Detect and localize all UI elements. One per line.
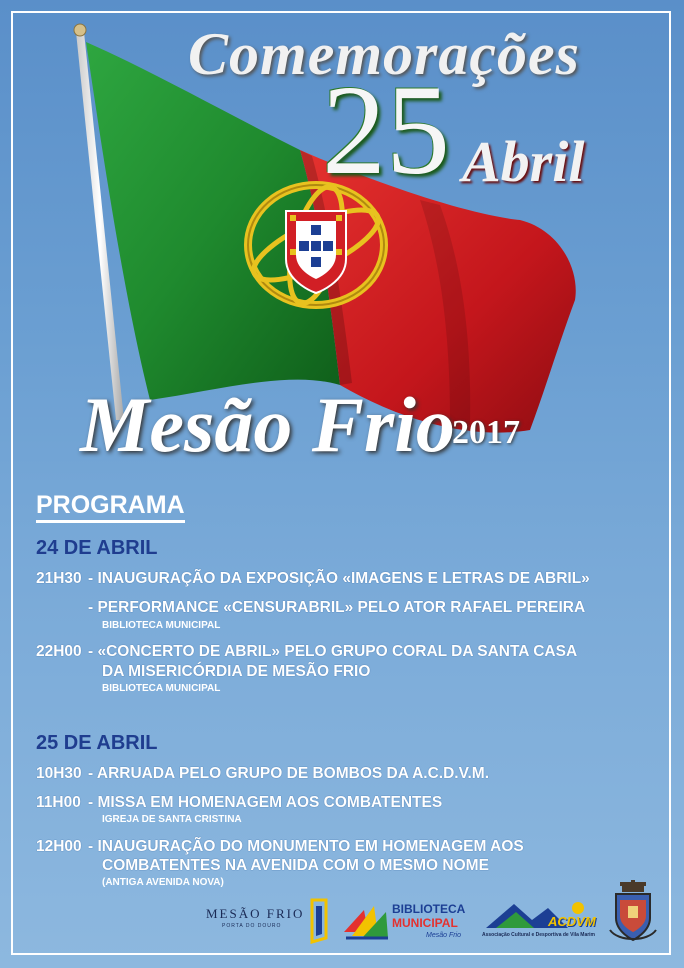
acdvm-logo — [482, 896, 602, 944]
logo-line1: BIBLIOTECA — [392, 902, 466, 916]
logo-full-name: Associação Cultural e Desportiva de Vila Marim — [482, 932, 596, 938]
day-heading: 25 DE ABRIL — [36, 732, 158, 754]
flag-pole-finial — [74, 24, 86, 36]
event-location: (ANTIGA AVENIDA NOVA) — [102, 877, 224, 888]
title-month: Abril — [462, 129, 585, 194]
place-name: Mesão Frio — [80, 381, 455, 468]
mesao-frio-logo — [204, 898, 328, 944]
logo-acronym: ACDVM — [548, 914, 596, 929]
biblioteca-municipal-logo — [342, 898, 470, 944]
event-time: 21H30 — [36, 570, 82, 587]
event-time: 11H00 — [36, 794, 81, 811]
municipal-coat-of-arms-icon — [608, 880, 658, 944]
logo-name: MESÃO FRIO — [206, 906, 305, 921]
logo-line3: Mesão Frio — [426, 932, 462, 939]
year: 2017 — [452, 414, 520, 451]
logo-line2: MUNICIPAL — [392, 916, 458, 930]
event-time: 10H30 — [36, 765, 82, 782]
logo-tagline: PORTA DO DOURO — [222, 923, 282, 929]
book-icon — [342, 902, 390, 940]
event-text: - «CONCERTO DE ABRIL» PELO GRUPO CORAL DA SANTA CASA — [88, 643, 578, 660]
event-location: BIBLIOTECA MUNICIPAL — [102, 620, 221, 631]
event-text: - PERFORMANCE «CENSURABRIL» PELO ATOR RAFAEL PEREIRA — [88, 599, 586, 616]
event-text: - MISSA EM HOMENAGEM AOS COMBATENTES — [88, 794, 443, 811]
day-heading: 24 DE ABRIL — [36, 537, 158, 559]
program-heading: PROGRAMA — [36, 490, 185, 523]
event-text: - INAUGURAÇÃO DA EXPOSIÇÃO «IMAGENS E LETRAS DE ABRIL» — [88, 570, 590, 587]
title-commemorations: Comemorações — [188, 21, 580, 87]
event-location: BIBLIOTECA MUNICIPAL — [102, 683, 221, 694]
event-time: 12H00 — [36, 838, 82, 855]
event-text: COMBATENTES NA AVENIDA COM O MESMO NOME — [102, 857, 489, 874]
event-time: 22H00 — [36, 643, 82, 660]
event-text: DA MISERICÓRDIA DE MESÃO FRIO — [102, 663, 371, 680]
event-location: IGREJA DE SANTA CRISTINA — [102, 814, 242, 825]
title-number: 25 — [322, 59, 450, 201]
mesao-frio-emblem — [310, 898, 328, 944]
event-text: - ARRUADA PELO GRUPO DE BOMBOS DA A.C.D.V.M. — [88, 765, 490, 782]
event-text: - INAUGURAÇÃO DO MONUMENTO EM HOMENAGEM AOS — [88, 838, 524, 855]
